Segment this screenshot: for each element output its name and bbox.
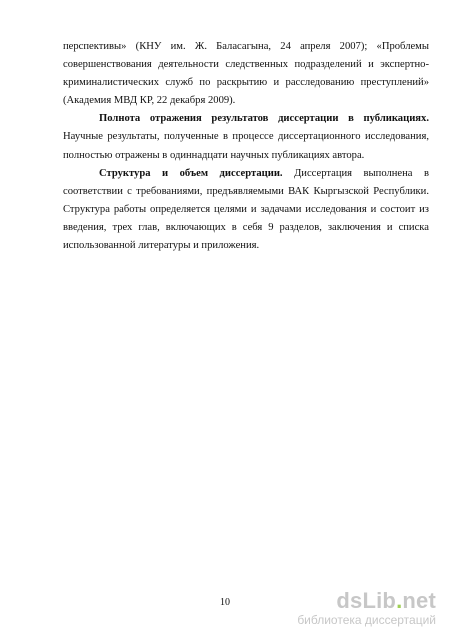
section-heading-structure: Структура и объем диссертации. bbox=[99, 167, 283, 179]
paragraph-text: перспективы» (КНУ им. Ж. Баласагына, 24 апреля 2007); «Проблемы совершенствования деятельности следственных подразделений и экспертно-криминалистических служб по раскрытию и расследованию преступлений» (Академия МВД КР, 22 декабря 2009). bbox=[63, 41, 429, 107]
paragraph-text: Научные результаты, полученные в процессе диссертационного исследования, полностью отражены в одиннадцати научных публикациях автора. bbox=[63, 131, 429, 161]
watermark-subtitle: библиотека диссертаций bbox=[297, 613, 436, 627]
page-body bbox=[63, 38, 429, 255]
watermark-logo: dsLib.net bbox=[336, 588, 436, 613]
section-heading-publications: Полнота отражения результатов диссертации в публикациях. bbox=[99, 113, 429, 125]
paragraph-publications bbox=[63, 110, 429, 164]
paragraph-defense-venues bbox=[63, 38, 429, 110]
page-number: 10 bbox=[220, 597, 230, 608]
watermark bbox=[297, 589, 436, 627]
paragraph-text: Диссертация выполнена в соответствии с требованиями, предъявляемыми ВАК Кыргызской Республики. Структура работы определяется целями и задачами исследования и состоит из введения, трех глав, включающих в себя 9 разделов, заключения и списка использованной литературы и приложения. bbox=[63, 167, 430, 252]
paragraph-structure bbox=[63, 165, 429, 255]
